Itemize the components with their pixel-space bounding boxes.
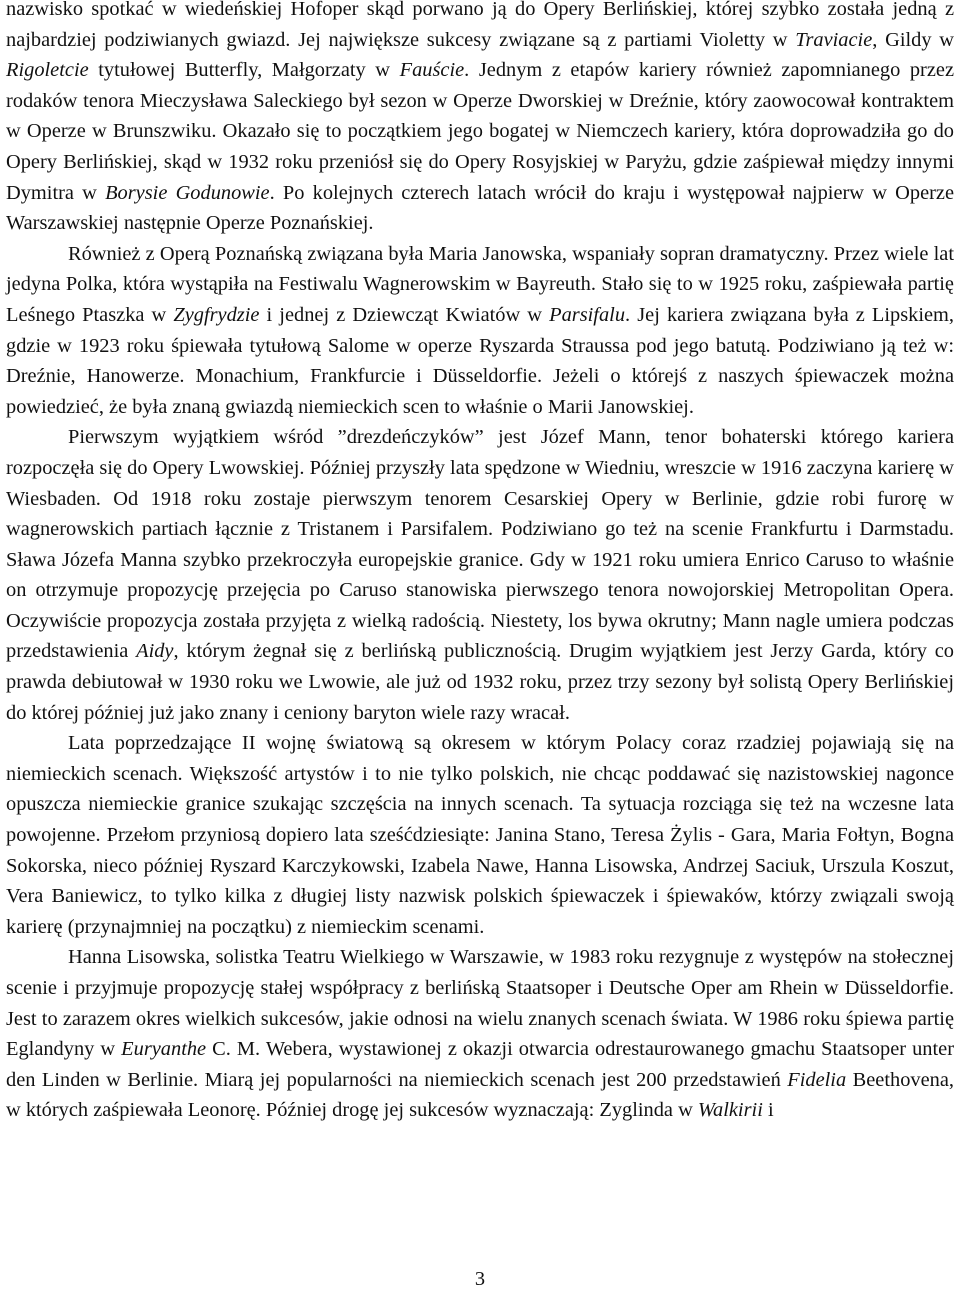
page-number: 3 bbox=[474, 1268, 486, 1290]
text-run: i bbox=[762, 1099, 774, 1122]
paragraph bbox=[6, 239, 954, 423]
text-run: Również z Operą Poznańską związana była Maria Janowska, wspaniały sopran dramatyczny. Przez wiele lat jedyna Polka, która wystąpiła na Festiwalu Wagnerowskim w Bayreuth. Stało się to w 1925 roku, zaśpiewała partię Leśnego Ptaszka w bbox=[6, 242, 954, 326]
text-run: . Jednym z etapów kariery również zapomnianego przez rodaków tenora Mieczysława Saleckiego był sezon w Operze Dworskiej w Dreźnie, który zaowocował kontraktem w Operze w Brunszwiku. Okazało się to początkiem jego bogatej w Niemczech kariery, która doprowadziła go do Opery Berlińskiej, skąd w 1932 roku przeniósł się do Opery Rosyjskiej w Paryżu, gdzie zaśpiewał między innymi Dymitra w bbox=[6, 59, 954, 204]
text-run: i jednej z Dziewcząt Kwiatów w bbox=[259, 303, 550, 326]
italic-title: Traviacie bbox=[795, 28, 873, 51]
italic-title: Rigoletcie bbox=[6, 59, 89, 82]
italic-title: Aidy bbox=[136, 640, 174, 663]
italic-title: Borysie Godunowie bbox=[105, 181, 270, 204]
document-body bbox=[6, 0, 954, 1126]
text-run: Lata poprzedzające II wojnę światową są okresem w którym Polacy coraz rzadziej pojawiają się na niemieckich scenach. Większość artystów i to nie tylko polskich, nie chcąc poddawać się nazistowskiej nagonce opuszcza niemieckie granice szukając szczęścia na innych scenach. Ta sytuacja rozciąga się też na wczesne lata powojenne. Przełom przyniosą dopiero lata sześćdziesiąte: Janina Stano, Teresa Żylis - Gara, Maria Fołtyn, Bogna Sokorska, nieco później Ryszard Karczykowski, Izabela Nawe, Hanna Lisowska, Andrzej Saciuk, Urszula Koszut, Vera Baniewicz, to tylko kilka z długiej listy nazwisk polskich śpiewaczek i śpiewaków, którzy związali swoją karierę (przynajmniej na początku) z niemieckim scenami. bbox=[6, 732, 954, 938]
italic-title: Fauście bbox=[399, 59, 465, 82]
italic-title: Euryanthe bbox=[121, 1038, 207, 1061]
paragraph bbox=[6, 422, 954, 728]
text-run: Pierwszym wyjątkiem wśród ”drezdeńczyków” jest Józef Mann, tenor bohaterski którego kariera rozpoczęła się do Opery Lwowskiej. Później przyszły lata spędzone w Wiedniu, wreszcie w 1916 zaczyna karierę w Wiesbaden. Od 1918 roku zostaje pierwszym tenorem Cesarskiej Opery w Berlinie, gdzie robi furorę w wagnerowskich partiach łącznie z Tristanem i Parsifalem. Podziwiano go też na scenie Frankfurtu i Darmstadu. Sława Józefa Manna szybko przekroczyła europejskie granice. Gdy w 1921 roku umiera Enrico Caruso to właśnie on otrzymuje propozycję przejęcia po Caruso stanowiska pierwszego tenora nowojorskiej Metropolitan Opera. Oczywiście propozycja została przyjęta z wielką radością. Niestety, los bywa okrutny; Mann nagle umiera podczas przedstawienia bbox=[6, 426, 954, 663]
text-run: nazwisko spotkać w wiedeńskiej Hofoper skąd porwano ją do Opery Berlińskiej, której szybko została jedną z najbardziej podziwianych gwiazd. Jej największe sukcesy związane są z partiami Violetty w bbox=[6, 0, 954, 51]
italic-title: Parsifalu bbox=[549, 303, 626, 326]
text-run: tytułowej Butterfly, Małgorzaty w bbox=[88, 59, 400, 82]
paragraph bbox=[6, 0, 954, 239]
paragraph bbox=[6, 728, 954, 942]
text-run: . Po kolejnych czterech latach wrócił do kraju i występował najpierw w Operze Warszawskiej następnie Operze Poznańskiej. bbox=[6, 181, 955, 235]
italic-title: Zygfrydzie bbox=[173, 303, 260, 326]
text-run: , Gildy w bbox=[872, 28, 955, 51]
text-run: , którym żegnał się z berlińską publicznością. Drugim wyjątkiem jest Jerzy Garda, który co prawda debiutował w 1930 roku we Lwowie, ale już od 1932 roku, przez trzy sezony był solistą Opery Berlińskiej do której później już jako znany i ceniony baryton wiele razy wracał. bbox=[6, 640, 954, 724]
text-run: C. M. Webera, wystawionej z okazji otwarcia odrestaurowanego gmachu Staatsoper unter den Linden w Berlinie. Miarą jej popularności na niemieckich scenach jest 200 przedstawień bbox=[6, 1038, 955, 1091]
text-run: Hanna Lisowska, solistka Teatru Wielkiego w Warszawie, w 1983 roku rezygnuje z występów na stołecznej scenie i przyjmuje propozycję stałej współpracy z berlińską Staatsoper i Deutsche Oper am Rhein w Düsseldorfie. Jest to zarazem okres wielkich sukcesów, jakie odnosi na wielu znanych scenach świata. W 1986 roku śpiewa partię Eglandyny w bbox=[6, 946, 954, 1061]
text-run: . Jej kariera związana była z Lipskiem, gdzie w 1923 roku śpiewała tytułową Salome w operze Ryszarda Straussa pod jego batutą. Podziwiano ją też w: Dreźnie, Hanowerze. Monachium, Frankfurcie i Düsseldorfie. Jeżeli o którejś z naszych śpiewaczek można powiedzieć, że była znaną gwiazdą niemieckich scen to właśnie o Marii Janowskiej. bbox=[6, 303, 955, 418]
paragraph bbox=[6, 942, 954, 1126]
italic-title: Walkirii bbox=[697, 1099, 763, 1122]
italic-title: Fidelia bbox=[787, 1068, 847, 1091]
text-run: Beethovena, w których zaśpiewała Leonorę. Później drogę jej sukcesów wyznaczają: Zyglinda w bbox=[6, 1068, 954, 1122]
